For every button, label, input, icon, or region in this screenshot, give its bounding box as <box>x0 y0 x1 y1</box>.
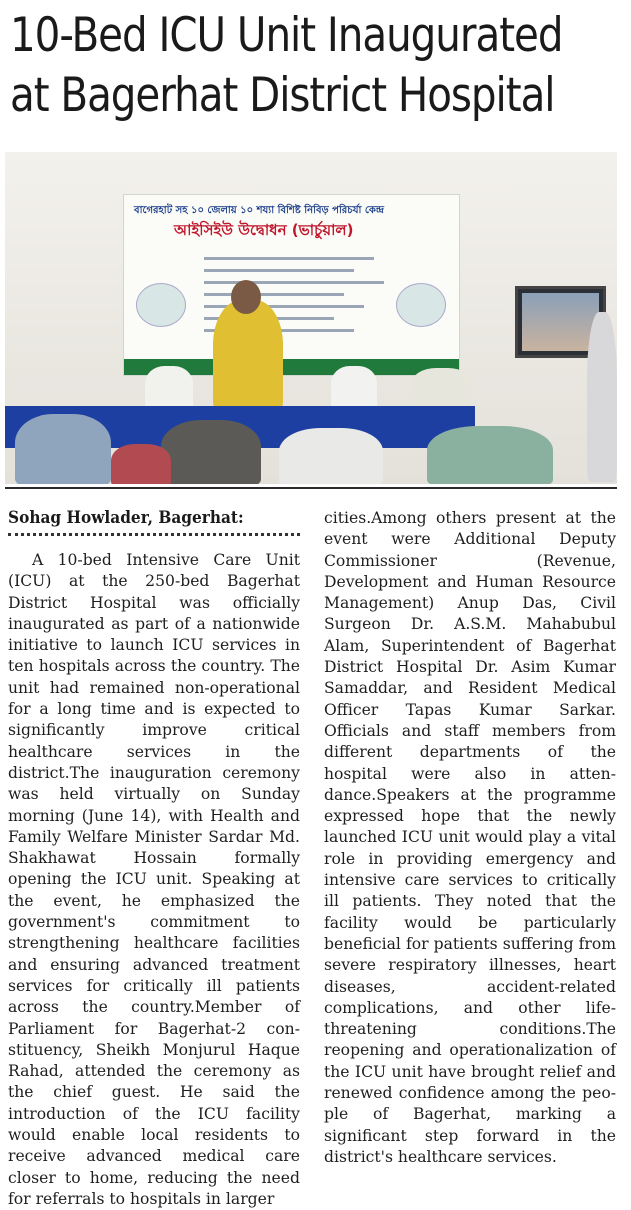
banner-image-right <box>396 283 446 327</box>
article-column-2 <box>324 508 616 1168</box>
banner-text-line <box>204 281 384 284</box>
banner-text-line <box>204 257 374 260</box>
audience-person <box>161 420 261 484</box>
guest-person <box>411 368 473 410</box>
headline <box>10 6 563 126</box>
headline-line-1: 10-Bed ICU Unit Inaugurated <box>10 8 563 63</box>
column-2-text: cities.Among others present at the event were Additional Deputy Commissioner (Revenue, Development and Human Resource Management) Anup Das, Civil Surgeon Dr. A.S.M. Mahabubul Alam, Superintendent of Bagerhat District Hospital Dr. Asim Kumar Samaddar, and Resident Medical Officer Tapas Kumar Sarkar. Officials and staff members from different departments of the hospital were also in attendance.Speakers at the programme expressed hope that the newly launched ICU unit would play a vital role in providing emergency and intensive care services to critically ill patients. They noted that the facility would be particularly beneficial for patients suffering from severe respiratory illnesses, heart diseases, accident-related complications, and other life-threatening conditions.The reopening and operationalization of the ICU unit have brought relief and renewed confidence among the people of Bagerhat, marking a significant step forward in the district's healthcare services. <box>324 509 616 1166</box>
photo-separator <box>5 487 617 489</box>
guest-person <box>331 366 377 410</box>
byline-dotted-rule <box>8 533 300 536</box>
speaker <box>213 300 283 412</box>
article-column-1 <box>8 550 300 1210</box>
banner-subtitle: আইসিইউ উদ্বোধন (ভার্চুয়াল) <box>174 221 354 239</box>
banner-title: বাগেরহাট সহ ১০ জেলায় ১০ শয্যা বিশিষ্ট নিবিড় পরিচর্যা কেন্দ্র <box>134 205 384 216</box>
ceremony-banner <box>123 194 460 376</box>
column-1-text: A 10-bed Intensive Care Unit (ICU) at the 250-bed Bagerhat District Hospital was officially inaugurated as part of a nationwide initiative to launch ICU services in ten hospitals across the country. The unit had remained non-operational for a long time and is expected to significantly improve critical healthcare services in the district.The inauguration ceremony was held virtually on Sunday morning (June 14), with Health and Family Welfare Minister Sardar Md. Shakhawat Hossain formally opening the ICU unit. Speaking at the event, he emphasized the government's commitment to strengthening healthcare facilities and ensuring advanced treatment services for critically ill patients across the country.Member of Parliament for Bagerhat-2 constituency, Sheikh Monjurul Haque Rahad, attended the ceremony as the chief guest. He said the introduction of the ICU facility would enable local residents to receive advanced medical care closer to home, reducing the need for referrals to hospitals in larger <box>8 551 300 1208</box>
audience-person <box>111 444 171 484</box>
banner-text-line <box>204 269 354 272</box>
audience-person <box>427 426 553 484</box>
audience-person <box>15 414 111 484</box>
event-photo <box>5 152 617 484</box>
byline: Sohag Howlader, Bagerhat: <box>8 508 244 527</box>
guest-person <box>145 366 193 410</box>
speaker-head <box>231 280 261 314</box>
standing-person <box>587 312 617 482</box>
headline-line-2: at Bagerhat District Hospital <box>10 68 555 123</box>
banner-image-left <box>136 283 186 327</box>
banner-text-line <box>204 293 344 296</box>
audience-person <box>279 428 383 484</box>
